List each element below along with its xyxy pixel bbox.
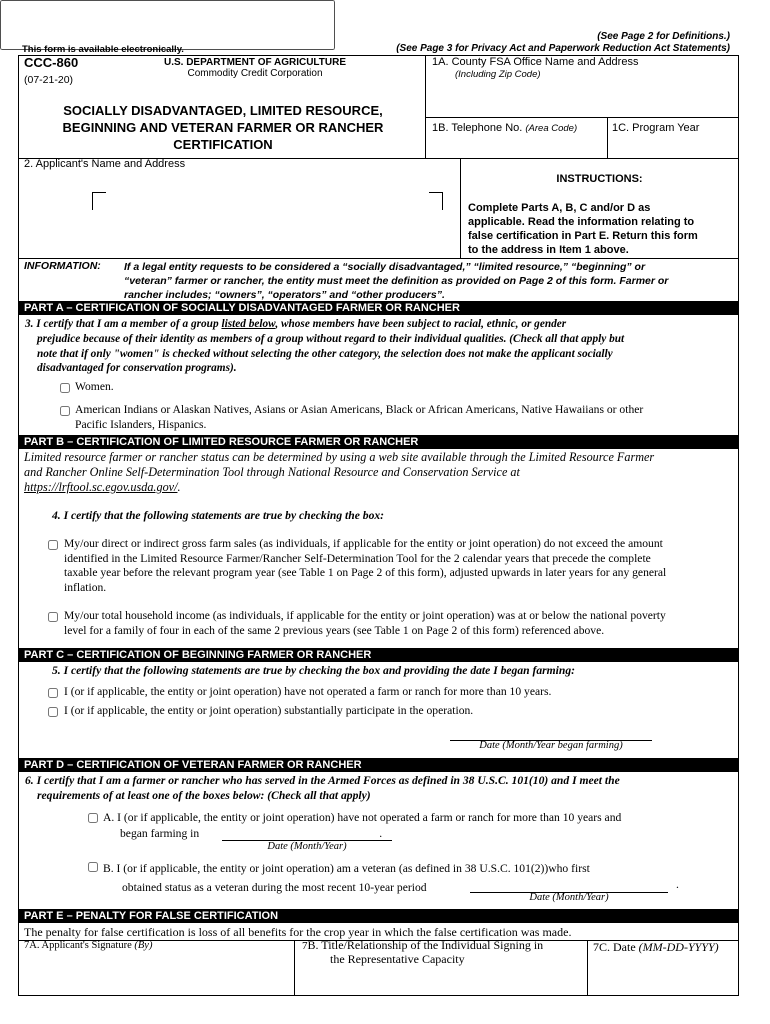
county-office-field[interactable] <box>432 82 732 114</box>
veteran-option-a: A. I (or if applicable, the entity or joint operation) have not operated a farm or ranch for more than 10 years and began farming in . <box>103 811 622 840</box>
telephone-field[interactable] <box>432 136 602 154</box>
title-relationship-label: 7B. Title/Relationship of the Individual Signing in the Representative Capacity <box>302 938 544 966</box>
information-text: If a legal entity requests to be considered a “socially disadvantaged,” “limited resource,” “beginning” or “veteran” farmer or rancher, the entity must meet the definition as provided on Page 2 of this form. Farmer or rancher includes; “owners”, “operators” and “other producers”. <box>124 261 669 301</box>
veteran-option-b-checkbox[interactable] <box>88 862 98 872</box>
county-office-label: 1A. County FSA Office Name and Address <box>432 56 639 68</box>
lrftool-link[interactable]: https://lrftool.sc.egov.usda.gov/ <box>24 480 178 494</box>
veteran-a-date-field[interactable] <box>222 825 392 839</box>
veteran-b-date-caption: Date (Month/Year) <box>529 892 609 903</box>
address-corner-left <box>92 192 106 210</box>
agency-name: Commodity Credit Corporation <box>187 68 323 79</box>
information-label: INFORMATION: <box>24 260 101 272</box>
began-farming-date-field[interactable] <box>450 724 652 740</box>
household-income-option: My/our total household income (as individuals, if applicable for the entity or joint operation) was at or below the national poverty level for a family of four in each of the same 2 previous years (see Table 1 on Page 2 of this form) referenced above. <box>64 609 666 637</box>
veteran-b-end: . <box>676 878 679 891</box>
part-b-statement: 4. I certify that the following statements are true by checking the box: <box>52 509 385 522</box>
veteran-option-b: B. I (or if applicable, the entity or joint operation) am a veteran (as defined in 38 U.S.C. 101(2))who first obtained status as a veteran during the most recent 10-year period <box>103 862 590 894</box>
instructions-heading: INSTRUCTIONS: <box>556 173 643 185</box>
date-label: 7C. Date (MM-DD-YYYY) <box>593 940 719 954</box>
form-title-line2: BEGINNING AND VETERAN FARMER OR RANCHER <box>62 120 384 135</box>
not-operated-checkbox[interactable] <box>48 688 58 698</box>
part-b-intro: Limited resource farmer or rancher status can be determined by using a web site available through the Limited Resource Farmer and Rancher Online Self-Determination Tool through National Resource and Conservation Service at https://lrftool.sc.egov.usda.gov/. <box>24 450 655 494</box>
women-option: Women. <box>75 380 114 393</box>
instructions-text: Complete Parts A, B, C and/or D as applicable. Read the information relating to false certification in Part E. Return this form to the address in Item 1 above. <box>468 202 698 256</box>
signature-label: 7A. Applicant's Signature (By) <box>24 940 153 951</box>
applicant-address-field[interactable] <box>0 0 335 50</box>
part-a-header: PART A – CERTIFICATION OF SOCIALLY DISADVANTAGED FARMER OR RANCHER <box>18 301 739 315</box>
household-income-checkbox[interactable] <box>48 612 58 622</box>
telephone-label: 1B. Telephone No. (Area Code) <box>432 122 578 134</box>
part-d-statement: 6. I certify that I am a farmer or rancher who has served in the Armed Forces as defined in 38 U.S.C. 101(10) and I meet the requirements of at least one of the boxes below: (Check all that apply) <box>25 774 620 802</box>
see-page2-note: (See Page 2 for Definitions.) <box>597 31 730 42</box>
farm-sales-checkbox[interactable] <box>48 540 58 550</box>
part-c-statement: 5. I certify that the following statements are true by checking the box and providing the date I began farming: <box>52 664 576 677</box>
minority-checkbox[interactable] <box>60 406 70 416</box>
women-checkbox[interactable] <box>60 383 70 393</box>
county-office-sub: (Including Zip Code) <box>455 69 541 80</box>
signature-field[interactable] <box>24 958 288 992</box>
part-e-header: PART E – PENALTY FOR FALSE CERTIFICATION <box>18 909 739 923</box>
began-farming-date-caption: Date (Month/Year began farming) <box>479 740 623 751</box>
applicant-label: 2. Applicant's Name and Address <box>24 158 186 170</box>
part-a-statement: 3. I certify that I am a member of a group listed below, whose members have been subject to racial, ethnic, or gender prejudice because of their identity as members of a group without regard to their individual qualities. (Check all that apply but note that if only "women" is checked without selecting the other category, the selection does not make the applicant socially disadvantaged for conservation programs). <box>25 318 625 375</box>
address-corner-right <box>429 192 443 210</box>
form-title <box>24 102 422 153</box>
part-d-header: PART D – CERTIFICATION OF VETERAN FARMER OR RANCHER <box>18 758 739 772</box>
signature-date-field[interactable] <box>593 958 735 992</box>
veteran-b-date-field[interactable] <box>470 877 668 891</box>
available-electronically: This form is available electronically. <box>22 44 184 55</box>
form-date: (07-21-20) <box>24 74 74 86</box>
form-frame <box>18 55 739 996</box>
form-title-line3: CERTIFICATION <box>173 137 273 152</box>
title-relationship-field[interactable] <box>302 968 582 992</box>
veteran-option-a-checkbox[interactable] <box>88 813 98 823</box>
department-name: U.S. DEPARTMENT OF AGRICULTURE <box>163 57 347 68</box>
part-c-header: PART C – CERTIFICATION OF BEGINNING FARMER OR RANCHER <box>18 648 739 662</box>
not-operated-option: I (or if applicable, the entity or joint operation) have not operated a farm or ranch for more than 10 years. <box>64 685 552 698</box>
minority-option: American Indians or Alaskan Natives, Asians or Asian Americans, Black or African Americans, Native Hawaiians or other Pacific Islanders, Hispanics. <box>75 403 644 431</box>
form-number: CCC-860 <box>24 55 79 70</box>
veteran-a-date-caption: Date (Month/Year) <box>267 841 347 852</box>
see-page3-note: (See Page 3 for Privacy Act and Paperwork Reduction Act Statements) <box>396 43 730 54</box>
part-b-header: PART B – CERTIFICATION OF LIMITED RESOURCE FARMER OR RANCHER <box>18 435 739 449</box>
program-year-label: 1C. Program Year <box>612 122 700 134</box>
form-title-line1: SOCIALLY DISADVANTAGED, LIMITED RESOURCE, <box>63 103 383 118</box>
participate-checkbox[interactable] <box>48 707 58 717</box>
farm-sales-option: My/our direct or indirect gross farm sales (as individuals, if applicable for the entity or joint operation) do not exceed the amount identified in the Limited Resource Farmer/Rancher Self-Determination Tool for the 2 calendar years that precede the complete taxable year before the relevant program year (see Table 1 on Page 2 of this form), adjusted upwards in later years for any general inflation. <box>64 537 667 594</box>
participate-option: I (or if applicable, the entity or joint operation) substantially participate in the operation. <box>64 704 474 717</box>
program-year-field[interactable] <box>612 136 734 154</box>
penalty-text: The penalty for false certification is loss of all benefits for the crop year in which the false certification was made. <box>24 925 572 939</box>
